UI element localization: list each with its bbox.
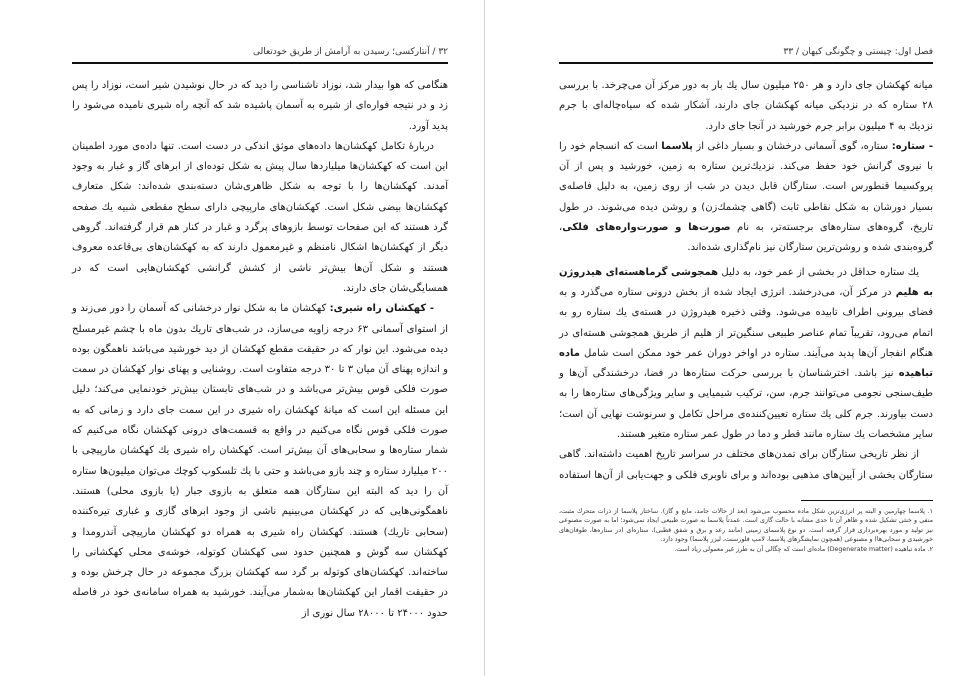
star-term: - ستاره: bbox=[891, 140, 933, 152]
star-text-3: ، گروه‌بندی شده و روشن‌ترین ستارگان نیز نام‌گذاری شده‌اند. bbox=[559, 222, 933, 254]
degenerate-term: ماده تباهیده bbox=[559, 347, 933, 380]
footnote-divider bbox=[801, 500, 933, 501]
left-body-text bbox=[72, 76, 448, 624]
right-body-text bbox=[559, 76, 933, 486]
right-page bbox=[485, 0, 969, 676]
left-paragraph-1: هنگامی كه هوا بیدار شد، نوزاد ناشناسی را دید كه در حال نوشیدن شیر است، نوزاد را پس زد و در نتیجه فواره‌ای از شیره به آسمان پاشیده شد كه آنچه راه شیری نامیده می‌شود را پدید آورد. bbox=[72, 80, 448, 132]
star-text-2: است كه انسجام خود را با نیروی گرانش خود حفظ می‌كند. نزدیك‌ترین ستاره به زمین، خورشید و پس از آن پروكسیما قنطورس است. ستارگان قابل دیدن در شب از روی زمین، به دلیل فاصله‌ی بسیار دورشان به شكل نقاطی ثابت (گاهی چشمك‌زن) و روشن دیده می‌شوند. در طول تاریخ، گروه‌های ستاره‌های برجسته‌تر، به نام bbox=[559, 140, 933, 234]
star-life-paragraph bbox=[559, 263, 933, 446]
right-intro-paragraph: میانه كهكشان جای دارد و هر ۲۵۰ میلیون سال یك بار به دور مركز آن می‌چرخد. با بررسی ۲۸ ستاره كه در نزدیكی میانه كهكشان جای دارند، آشكار شده كه سیاه‌چاله‌ای با جرم نزدیك به ۴ میلیون برابر جرم خورشید در آنجا جای دارد. bbox=[559, 80, 933, 132]
left-page bbox=[0, 0, 484, 676]
fusion-term: همجوشی گرماهسته‌ای هیدروژن به هلیم bbox=[559, 266, 933, 298]
left-paragraph-2: دربارهٔ تكامل كهكشان‌ها داده‌های موثق اندكی در دست است. تنها داده‌ی مورد اطمینان این است كه كهكشان‌ها میلیاردها سال پیش به شكل توده‌ای از ابرهای گاز و غبار به وجود آمدند. كهكشان‌ها را با توجه به شكل ظاهری‌شان دسته‌بندی شده‌اند: شكل متعارف كهكشان‌ها بیضی شكل است. كهكشان‌های مارپیچی دارای سطح مقطعی شبیه یك صفحه گرد هستند كه این صفحات توسط بازوهای پرگرد و غبار در كنار هم قرار گرفته‌اند. گروهی دیگر از كهكشان‌ها اشكال نامنظم و غیرمعمول دارند كه به كهكشان‌های بی‌قاعده معروف هستند و شكل آن‌ها بیش‌تر ناشی از كشش گرانشی كهكشان‌هایی است كه در همسایگی‌شان جای دارند. bbox=[72, 140, 448, 294]
history-paragraph: از نظر تاریخی ستارگان برای تمدن‌های مختلف در سراسر تاریخ اهمیت داشته‌اند. گاهی ستارگان بخشی از آیین‌های مذهبی بوده‌اند و برای ناوبری فلكی و جهت‌یابی از آن‌ها استفاده bbox=[559, 449, 933, 481]
star-text-1: ستاره، گوی آسمانی درخشان و بسیار داغی از bbox=[692, 140, 892, 152]
left-running-head: ۳۲ / آنتاركسی؛ رسیدن به آرامش از طریق خودتعالی bbox=[72, 46, 448, 64]
life-text-2: در مركز آن، می‌درخشد. انرژی ایجاد شده از بخش درونی ستاره می‌گذرد و به فضای بیرونی اطراف تابیده می‌شود. وقتی ذخیره هیدروژن در هسته‌ی یك ستاره رو به اتمام می‌رود، تقریباً تمام عناصر طبیعی سنگین‌تر از هلیم از طریق همجوشی هسته‌ای در هنگام انفجار آن‌ها پدید می‌آیند. ستاره در اواخر دوران عمر خود ممكن است شامل bbox=[559, 286, 933, 359]
milky-way-paragraph bbox=[72, 299, 448, 624]
milky-way-text: كهكشان ما به شكل نوار درخشانی كه آسمان را دور می‌زند و از استوای آسمانی ۶۳ درجه زاویه می‌سازد، در شب‌های تاریك بدون ماه با چشم غیرمسلح دیده می‌شود. این نوار كه در حقیقت مقطع كهكشان از دید خورشید می‌باشد ناهمگون بوده و اندازه پهنای آن میان ۳ تا ۳۰ درجه متفاوت است. روشنایی و پهنای نوار كهكشان در سمت صورت فلكی قوس بیش‌تر می‌باشد و در شب‌های تابستان بیش‌تر خودنمایی می‌كند؛ دلیل این مسئله این است كه میانهٔ كهكشان راه شیری در این سمت جای دارد و زمانی كه به صورت فلكی قوس نگاه می‌كنیم در واقع به قسمت‌های درونی كهكشان نگاه می‌كنیم كه شمار ستاره‌ها و سحابی‌های آن بیش‌تر است. كهكشان راه شیری یك كهكشان مارپیچی با ۲۰۰ میلیارد ستاره و چند بازو می‌باشد و حتی با یك تلسكوپ كوچك می‌توان میلیون‌ها ستاره آن را دید كه البته این ستارگان همه متعلق به بازوی جبار (یا بازوی محلی) هستند. ناهمگونی‌هایی كه در كهكشان می‌بینیم ناشی از وجود ابرهای گازی و غباری تیره‌كننده (سحابی تاریك) هستند. كهكشان راه شیری به همراه دو كهكشان مارپیچی آندرومدا و كهكشان سه گوش و همچنین حدود سی كهكشان كوتوله، خوشه‌ی محلی كهكشانی را ساخته‌اند. كهكشان‌های كوتوله بر گرد سه كهكشان بزرگ مجموعه در حال چرخش بوده و در حقیقت اقمار این كهكشان‌ها به‌شمار می‌آیند. خورشید به همراه سامانه‌ی خود در فاصله حدود ۲۴۰۰۰ تا ۲۸۰۰۰ سال نوری از bbox=[72, 303, 448, 619]
milky-way-term: - كهكشان راه شیری: bbox=[329, 303, 434, 315]
footnotes bbox=[559, 507, 933, 554]
right-running-head: فصل اول: چیستی و چگونگی كیهان / ۳۳ bbox=[559, 46, 933, 64]
life-text-3: نیز باشد. اخترشناسان با بررسی حركت ستاره‌ها در فضا، درخشندگی آن‌ها و طیف‌سنجی نجومی می‌توانند جرم، سن، تركیب شیمیایی و سایر ویژگی‌های ستاره‌ها را به دست بیاورند. جرم كلی یك ستاره تعیین‌كننده‌ی مراحل تكامل و سرنوشت نهایی آن است؛ سایر مشخصات یك ستاره مانند قطر و دما در طول عمر ستاره متغیر هستند. bbox=[559, 368, 933, 441]
life-text-1: یك ستاره حداقل در بخشی از عمر خود، به دلیل bbox=[718, 266, 919, 278]
constellations-term: صورت‌ها و صورت‌واره‌های فلكی bbox=[562, 222, 731, 234]
footnote-1: ۱. پلاسما چهارمین و البته پر انرژی‌ترین شكل ماده محسوب می‌شود (بعد از حالات جامد، مایع و گاز). ساختار پلاسما از ذرات متحرك مثبت، منفی و خنثی تشكیل شده و ظاهر آن تا حدی مشابه با حالت گازی است. عمدتاً پلاسما به صورت طبیعی ایجاد نمی‌شود؛ اما به صورت مصنوعی نیز تولید و مورد بهره‌برداری قرار گرفته است. دو نوع پلاسمای زمینی (مانند رعد و برق و شفق قطبی)، ستاره‌ای (در ستاره‌ها، طوفان‌های خورشیدی و سحابی‌ها) و مصنوعی (همچون نمایشگرهای پلاسما، لامپ فلورسنت، لیزر پلاسما) وجود دارد. bbox=[559, 507, 933, 544]
star-paragraph bbox=[559, 137, 933, 259]
footnote-2: ۲. ماده تباهیده (Degenerate matter) ماده‌ای است كه چگالی آن به طرز غیر معمولی زیاد است. bbox=[674, 545, 933, 553]
plasma-term: پلاسما bbox=[661, 140, 693, 152]
